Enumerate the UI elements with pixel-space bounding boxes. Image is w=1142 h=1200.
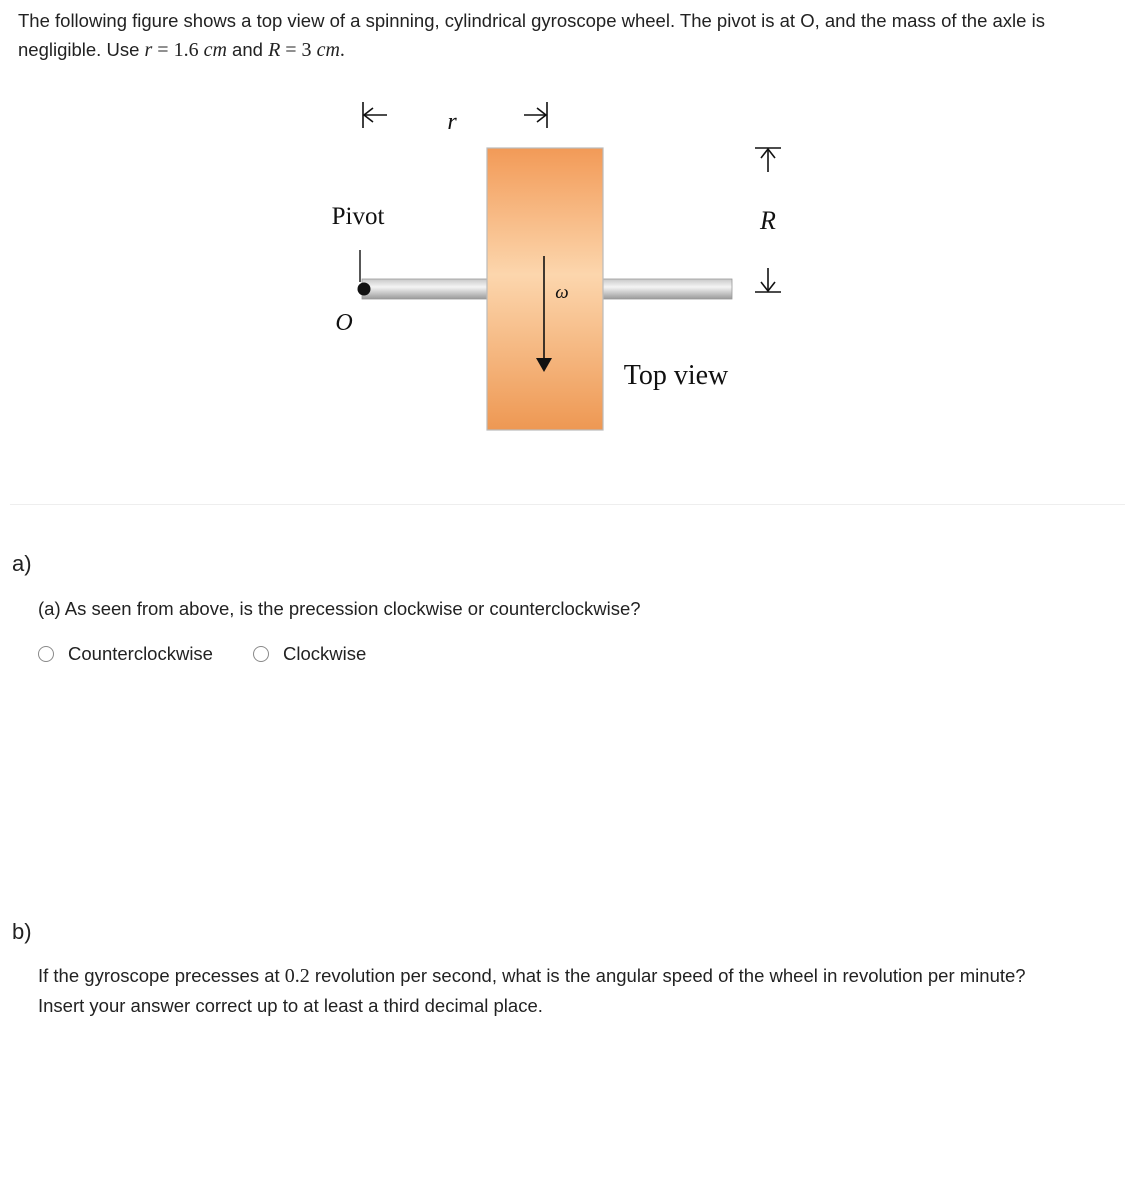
axle-right xyxy=(602,279,732,299)
gyroscope-figure xyxy=(300,92,820,442)
intro-text: The following figure shows a top view of a spinning, cylindrical gyroscope wheel. The pivot is at O, and the mass of the axle is negligible. Use xyxy=(18,10,1045,60)
clockwise-label: Clockwise xyxy=(282,643,367,664)
r-label: r xyxy=(447,109,457,135)
top-view-label: Top view xyxy=(623,360,729,391)
counterclockwise-radio[interactable] xyxy=(38,646,54,662)
part-b-label: b) xyxy=(12,919,32,944)
problem-statement xyxy=(18,6,1118,65)
precession-rate: 0.2 xyxy=(284,965,310,987)
option-clockwise[interactable] xyxy=(253,640,366,668)
part-b-question: If the gyroscope precesses at 0.2 revolution per second, what is the angular speed of the wheel in revolution per minute? Insert your answer correct up to at least a third decimal place. xyxy=(38,965,1026,1016)
option-counterclockwise[interactable] xyxy=(38,640,213,668)
gyroscope-wheel xyxy=(487,148,603,430)
intro-conjunction: and xyxy=(226,39,269,60)
omega-label: ω xyxy=(555,282,569,303)
axle-left xyxy=(362,279,488,299)
R-definition: R = 3 cm. xyxy=(268,39,345,61)
part-a-question: (a) As seen from above, is the precession clockwise or counterclockwise? xyxy=(38,598,641,619)
O-label: O xyxy=(335,310,353,336)
precession-options xyxy=(38,640,406,668)
pivot-point xyxy=(358,283,371,296)
r-definition: r = 1.6 cm xyxy=(144,39,227,61)
R-label: R xyxy=(760,206,776,235)
part-a-label: a) xyxy=(12,551,32,576)
part-b-instruction: Insert your answer correct up to at least a third decimal place. xyxy=(38,995,543,1016)
counterclockwise-label: Counterclockwise xyxy=(68,643,213,664)
pivot-label: Pivot xyxy=(331,203,385,230)
clockwise-radio[interactable] xyxy=(253,646,269,662)
section-divider xyxy=(10,504,1125,505)
